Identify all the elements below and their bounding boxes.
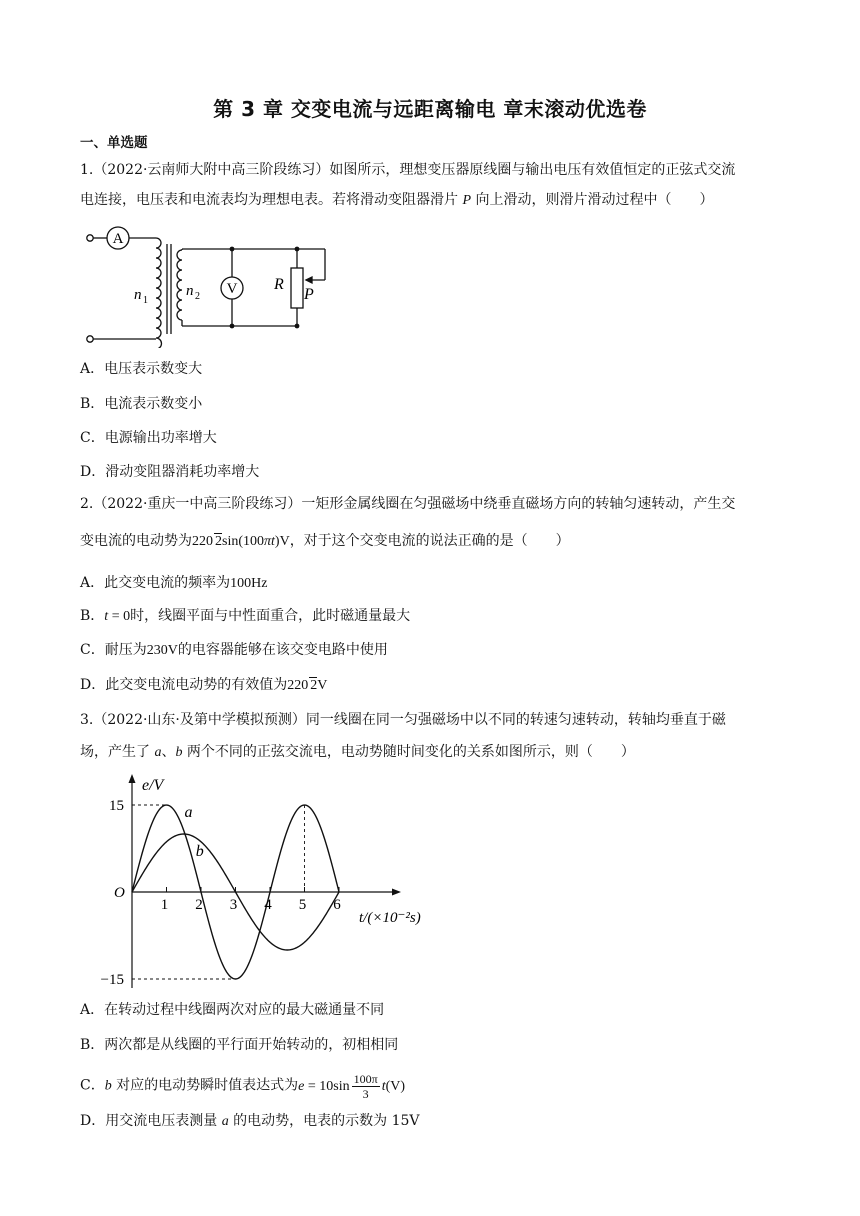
section-heading: 一、单选题: [80, 135, 148, 151]
q2-option-a: A．此交变电流的频率为100Hz: [80, 575, 268, 591]
x-tick-label-3: 3: [229, 897, 238, 913]
x-tick-label-1: 1: [160, 897, 169, 913]
q1-circuit-diagram: [80, 222, 340, 348]
x-tick-label-5: 5: [298, 897, 307, 913]
ammeter-label: A: [112, 231, 124, 247]
voltmeter-label: V: [226, 281, 238, 297]
q3-stem-line2: 场，产生了 a、b 两个不同的正弦交流电，电动势随时间变化的关系如图所示，则（ ）: [80, 744, 635, 760]
x-tick-label-4: 4: [264, 897, 272, 913]
x-tick-label-2: 2: [195, 897, 203, 913]
x-axis-label: t/(×10⁻²s): [359, 910, 421, 926]
q3-option-d: D．用交流电压表测量 a 的电动势，电表的示数为 15V: [80, 1113, 420, 1129]
n2-label: n: [186, 283, 194, 299]
q2-stem-line2: 变电流的电动势为220 2sin(100πt)V，对于这个交变电流的说法正确的是（ ）: [80, 533, 570, 549]
x-tick-label-6: 6: [333, 897, 341, 913]
q2-emf-formula: 220 2sin(100πt)V: [192, 534, 290, 549]
q2-option-b: B．t = 0时，线圈平面与中性面重合，此时磁通量最大: [80, 608, 411, 624]
q2-stem-line1: 2.（2022·重庆一中高三阶段练习）一矩形金属线圈在匀强磁场中绕垂直磁场方向的转轴匀速转动，产生交: [80, 496, 736, 512]
n2-subscript: 2: [195, 291, 200, 302]
q1-stem-line2: 电连接，电压表和电流表均为理想电表。若将滑动变阻器滑片 P 向上滑动，则滑片滑动过程中（ ）: [80, 192, 714, 208]
q2-option-c: C．耐压为230V的电容器能够在该交变电路中使用: [80, 642, 388, 658]
page-title: 第 3 章 交变电流与远距离输电 章末滚动优选卷: [213, 97, 647, 121]
y-axis-arrow: [129, 774, 136, 783]
q3-option-c: C．b 对应的电动势瞬时值表达式为e = 10sin $\frac{100\pi}{3}$ t(V): [80, 1072, 406, 1101]
q1-option-d: D．滑动变阻器消耗功率增大: [80, 464, 260, 480]
q3-emf-chart: [100, 770, 480, 990]
q3-option-a: A．在转动过程中线圈两次对应的最大磁通量不同: [80, 1002, 385, 1018]
q3-option-b: B．两次都是从线圈的平行面开始转动的，初相相同: [80, 1037, 399, 1053]
origin-label: O: [114, 885, 125, 901]
y-axis-label: e/V: [142, 777, 164, 794]
slider-label: P: [304, 286, 314, 303]
series-a-label: a: [184, 804, 193, 821]
n1-label: n: [134, 287, 142, 303]
x-axis-arrow: [392, 889, 401, 896]
q1-option-a: A．电压表示数变大: [80, 361, 203, 377]
q1-option-b: B．电流表示数变小: [80, 396, 203, 412]
q1-option-c: C．电源输出功率增大: [80, 430, 217, 446]
y-tick-label-neg-15: −15: [100, 972, 124, 988]
resistor-label: R: [274, 276, 284, 293]
series-b-label: b: [195, 843, 204, 860]
q1-stem-line1: 1.（2022·云南师大附中高三阶段练习）如图所示，理想变压器原线圈与输出电压有效值恒定的正弦式交流: [80, 162, 736, 178]
n1-subscript: 1: [143, 295, 148, 306]
y-tick-label-15: 15: [109, 798, 124, 814]
q2-option-d: D．此交变电流电动势的有效值为220 2V: [80, 677, 328, 693]
q3-stem-line1: 3.（2022·山东·及第中学模拟预测）同一线圈在同一匀强磁场中以不同的转速匀速转动，转轴均垂直于磁: [80, 712, 726, 728]
